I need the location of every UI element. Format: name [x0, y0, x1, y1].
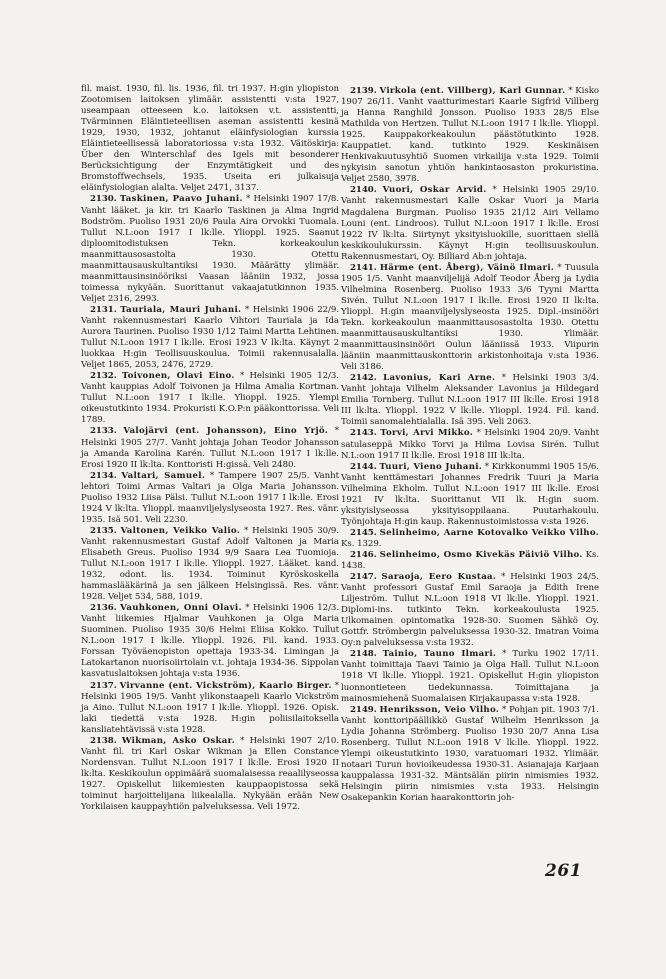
entry-name: Lavonius, Kari Arne. — [383, 373, 496, 384]
biography-entry — [81, 305, 339, 371]
entry-number: 2133. — [90, 426, 117, 437]
right-column — [341, 86, 599, 804]
biography-entry — [341, 550, 599, 572]
entry-number: 2144. — [350, 461, 377, 472]
entry-number: 2130. — [90, 194, 117, 205]
biography-entry — [341, 572, 599, 649]
entry-name: Tainio, Tauno Ilmari. — [382, 649, 497, 660]
entry-name: Selinheimo, Osmo Kivekäs Päiviö Vilho. — [379, 549, 583, 560]
entry-name: Taskinen, Paavo Juhani. — [119, 194, 243, 205]
entry-text: * Helsinki 1903 3/4. Vanht johtaja Vilhelm Aleksander Lavonius ja Hildegard Emilia Tornberg. Tullut N.L:oon 1917 III lk:lle. Erosi 1918 III lk:lta. Ylioppl. 1922 V lk:lle. Ylioppl. 1924. Fil. kand. Toimii sanomalehtialalla. Isä 395. Veli 2063. — [341, 373, 599, 428]
biography-entry — [341, 649, 599, 704]
entry-name: Tauriala, Mauri Juhani. — [120, 304, 242, 315]
entry-text: * Pohjan pit. 1903 7/1. Vanht konttoripäällikkö Gustaf Wilhelm Henriksson ja Lydia Johanna Strömberg. Puoliso 1930 20/7 Anna Lisa Rosenberg. Tullut N.L:oon 1918 V lk:lle. Ylioppl. 1922. Ylempi oikeustutkinto 1930, varatuomari 1932. Ylimäär. notaari Turun hovioikeudessa 1930-31. Asianajaja Karjaan kauppalassa 1931-32. Mäntsälän piirin nimismies 1932. Helsingin piirin nimismies v:sta 1933. Helsingin Osakepankin Korian haarakonttorin joh- — [341, 704, 599, 803]
entry-text: * Helsinki 1904 20/9. Vanht satulaseppä Mikko Torvi ja Hilma Lovisa Sirén. Tullut N.L:oon 1917 II lk:lle. Erosi 1918 III lk:lta. — [341, 428, 599, 461]
entry-number: 2134. — [90, 470, 117, 481]
entry-number: 2140. — [350, 185, 377, 196]
entry-text: * Kisko 1907 26/11. Vanht vaatturimestari Kaarle Sigfrid Villberg ja Hanna Ranghild Jonsson. Puoliso 1933 28/5 Else Mathilda von Hertzen. Tullut N.L:oon 1917 I lk:lle. Ylioppl. 1925. Kauppakorkeakoulun päästötutkinto 1928. Kauppatiet. kand. tutkinto 1929. Keskinäisen Henkivakuutusyhtiö Suomen virkailija v:sta 1929. Toimii nykyisin sanotun yhtiön hankintaosaston prokuristina. Veljet 2580, 3978. — [341, 86, 600, 185]
entry-number: 2149. — [350, 704, 377, 715]
entry-name: Toivonen, Olavi Eino. — [121, 371, 235, 382]
biography-entry — [341, 373, 599, 428]
entry-number: 2146. — [350, 549, 377, 560]
entry-text: * Tampere 1907 25/5. Vanht lehtori Toimi Armas Valtari ja Olga Maria Johansson. Puoliso 1932 Liisa Pälsi. Tullut N.L:oon 1917 I lk:lle. Erosi 1924 V lk:lta. Ylioppl. maanviljelyslyseosta 1927. Res. vänr. 1935. Isä 501. Veli 2230. — [81, 470, 340, 525]
entry-text: Ks. 1329. — [341, 538, 382, 549]
entry-number: 2136. — [90, 603, 117, 614]
entry-text: * Turku 1902 17/11. Vanht toimittaja Taavi Tainio ja Olga Hall. Tullut N.L:oon 1918 VI lk:lle. Ylioppl. 1921. Opiskellut H:gin yliopiston luonnontieteen tiedekunnassa. Toimittajana ja mainosmiehenä Suomalaisen Kirjakaupassa v:sta 1928. — [341, 649, 599, 704]
entry-number: 2145. — [350, 527, 377, 538]
entry-text: * Helsinki 1905 19/5. Vanht ylikonstaapeli Kaarlo Vickström ja Aino. Tullut N.L:oon 1917 I lk:lle. Ylioppl. 1926. Opisk. laki tiedettä v:sta 1928. H:gin poliisilaitoksella kansliatehtävissä v:sta 1928. — [81, 680, 340, 735]
biography-entry — [81, 426, 339, 470]
entry-number: 2139. — [350, 86, 377, 96]
entry-text: * Helsinki 1903 24/5. Vanht professori Gustaf Emil Saraoja ja Edith Irene Liljeström. Tullut N.L:oon 1918 VI lk:lle. Ylioppl. 1921. Diplomi-ins. tutkinto Tekn. korkeakoulusta 1925. Ulkomainen opintomatka 1928-30. Suomen Sähkö Oy. Gottfr. Strömbergin palveluksessa 1930-32. Imatran Voima Oy:n palveluksessa v:sta 1932. — [341, 572, 599, 649]
entry-text: * Kirkkonummi 1905 15/6. Vanht kenttämestari Johannes Fredrik Tuuri ja Maria Vilhelmina Ekholm. Tullut N.L:oon 1917 III lk:lle. Erosi 1921 IV lk:lta. Suorittanut VII lk. H:gin suom. yksityislyseossa yksityisoppilaana. Puutarhakoulu. Työnjohtaja H:gin kaup. Rakennustoimistossa v:sta 1926. — [341, 461, 599, 527]
entry-name: Valtari, Samuel. — [121, 470, 206, 481]
page-number: 261 — [545, 861, 582, 881]
entry-name: Vuori, Oskar Arvid. — [382, 185, 487, 196]
entry-name: Henriksson, Veio Vilho. — [379, 704, 500, 715]
entry-text: fil. maist. 1930, fil. lis. 1936, fil. tri 1937. H:gin yliopiston Zootomisen laitoksen ylimäär. assistentti v:sta 1927, useampaan otteeseen k.o. laitoksen v.t. assistentti, Tvärminnen Eläintieteellisen aseman assistentti kesinä 1929, 1930, 1932, johtanut eläinfysiologian kurssia Eläintieteellisessä laboratoriossa v:sta 1932. Väitöskirja: Über den Winterschlaf des Igels mit besonderer Berücksichtigung der Enzymtätigkeit und des Bromstoffwechsels, 1935. Useita eri julkaisuja eläinfysiologian alalta. Veljet 2471, 3137. — [81, 84, 339, 194]
biography-entry-continued — [81, 84, 339, 194]
entry-name: Wikman, Asko Oskar. — [121, 735, 235, 746]
biography-entry — [81, 471, 339, 526]
entry-name: Vauhkonen, Onni Olavi. — [120, 603, 242, 614]
entry-text: * Helsinki 1905 27/7. Vanht johtaja Johan Teodor Johansson ja Amanda Karolina Karén. Tullut N.L:oon 1917 I lk:lle. Erosi 1920 II lk:lta. Konttoristi H:gissä. Veli 2480. — [81, 426, 340, 470]
biography-entry — [81, 603, 339, 680]
entry-number: 2131. — [90, 304, 117, 315]
biography-entry — [341, 528, 599, 550]
entry-text: * Helsinki 1907 2/10. Vanht fil. tri Karl Oskar Wikman ja Ellen Constance Nordensvan. Tullut N.L:oon 1917 I lk:lle. Erosi 1920 II lk:lta. Keskikoulun oppimäärä suomalaisessa reaalilyseossa 1927. Opiskellut liikemiesten kauppaopistossa sekä toiminut harjoittelijana liikealalla. Nykyään erään New Yorkilaisen kauppayhtiön palveluksessa. Veli 1972. — [81, 735, 340, 813]
entry-name: Virvanne (ent. Vickström), Kaarlo Birger. — [119, 680, 332, 691]
biography-entry — [81, 371, 339, 426]
entry-number: 2147. — [350, 572, 377, 583]
entry-text: * Tuusula 1905 1/5. Vanht maanviljelijä Adolf Teodor Åberg ja Lydia Vilhelmina Rosenberg. Puoliso 1933 3/6 Tyyni Martta Sivén. Tullut N.L:oon 1917 I lk:lle. Erosi 1920 II lk:lta. Ylioppl. H:gin maanviljelyslyseosta 1925. Dipl.-insinööri Tekn. korkeakoulun maanmittausosastolta 1930. Otettu maanmittausauskultantiksi 1930. Ylimäär. maanmittausinsinööri Oulun lääniissä 1933. Viipurin lääniin maanmittauskonttorin arkistonhoitaja v:sta 1936. Veli 3186. — [341, 262, 599, 373]
biography-entry — [341, 705, 599, 804]
entry-name: Valtonen, Veikko Valio. — [120, 525, 241, 536]
biography-entry — [341, 86, 599, 185]
biography-entry — [81, 736, 339, 813]
entry-name: Tuuri, Vieno Juhani. — [379, 461, 483, 472]
biography-entry — [81, 681, 339, 736]
entry-number: 2142. — [350, 373, 377, 384]
entry-name: Torvi, Arvi Mikko. — [380, 428, 474, 439]
entry-name: Valojärvi (ent. Johansson), Eino Yrjö. — [123, 426, 329, 437]
entry-text: Ks. 1438. — [341, 549, 600, 572]
biography-entry — [341, 263, 599, 373]
entry-name: Härme (ent. Åberg), Väinö Ilmari. — [379, 262, 555, 273]
entry-number: 2138. — [90, 735, 117, 746]
entry-number: 2132. — [90, 371, 117, 382]
entry-text: * Helsinki 1906 22/9. Vanht rakennusmestari Kaarlo Vihtori Tauriala ja Ida Aurora Taurinen. Puoliso 1930 1/12 Taimi Martta Lehtinen. Tullut N.L:oon 1917 I lk:lle. Erosi 1923 V lk:lta. Käynyt 2 luokkaa H:gin Teollisuuskoulua. Toimii rakennusalalla. Veljet 1865, 2053, 2476, 2729. — [81, 304, 340, 371]
entry-number: 2137. — [90, 680, 117, 691]
entry-name: Virkola (ent. Villberg), Karl Gunnar. — [379, 86, 566, 96]
entry-text: * Helsinki 1905 29/10. Vanht rakennusmestari Kalle Oskar Vuori ja Maria Magdalena Burgman. Puoliso 1935 21/12 Airi Vellamo Louni (ent. Lindroos). Tullut N.L:oon 1917 I lk:lle. Erosi 1922 IV lk:lta. Siirtynyt yksityisluokille, suorittaen siellä keskikoulukurssin. Käynyt H:gin teollisuuskoulun. Rakennusmestari, Oy. Billiard Ab:n johtaja. — [341, 185, 600, 262]
entry-name: Selinheimo, Aarne Kotovalko Veikko Vilho. — [379, 527, 600, 538]
entry-text: * Helsinki 1905 30/9. Vanht rakennusmestari Gustaf Adolf Valtonen ja Maria Elisabeth Greus. Puoliso 1934 9/9 Saara Lea Tuomioja. Tullut N.L:oon 1917 I lk:lle. Ylioppl. 1927. Lääket. kand. 1932, odont. lis. 1934. Toiminut Kyröskoskella hammaslääkärinä ja sen jälkeen Helsingissä. Res. vänr. 1928. Veljet 534, 588, 1019. — [81, 525, 339, 603]
left-column — [81, 84, 339, 813]
biography-entry — [341, 462, 599, 528]
entry-text: * Helsinki 1906 12/3. Vanht liikemies Hjalmar Vauhkonen ja Olga Maria Suominen. Puoliso 1935 30/6 Helmi Eliisa Kokko. Tullut N.L:oon 1917 I lk:lle. Ylioppl. 1926. Fil. kand. 1933. Forssan Työväenopiston opettaja 1933-34. Limingan ja Latokartanon nuorisoiirtolain v.t. johtaja 1934-36. Sippolan kasvatuslaitoksen johtaja v:sta 1936. — [81, 603, 340, 680]
entry-number: 2143. — [350, 428, 377, 439]
entry-number: 2148. — [350, 649, 377, 660]
biography-entry — [341, 185, 599, 262]
entry-text: * Helsinki 1907 17/8. Vanht lääket. ja kir. tri Kaarlo Taskinen ja Alma Ingrid Bodström. Puoliso 1931 20/6 Paula Aira Orvokki Tuomala. Tullut N.L:oon 1917 I lk:lle. Ylioppl. 1925. Saanut diploomitodistuksen Tekn. korkeakoulun maanmittausosastolta 1930. Otettu maanmittausauskultantiksi 1930. Määrätty ylimäär. maanmittausinsinööriksi Vaasan lääniin 1932, jossa toimessa nykyään. Suorittanut vakaajatutkinnon 1935. Veljet 2316, 2993. — [81, 194, 339, 304]
entry-number: 2135. — [90, 525, 117, 536]
biography-entry — [81, 526, 339, 603]
biography-entry — [341, 428, 599, 461]
entry-number: 2141. — [350, 262, 377, 273]
entry-name: Saraoja, Eero Kustaa. — [381, 572, 497, 583]
biography-entry — [81, 194, 339, 304]
entry-text: * Helsinki 1905 12/3. Vanht kauppias Adolf Toivonen ja Hilma Amalia Kortman. Tullut N.L:oon 1917 I lk:lle. Ylioppl. 1925. Ylempi oikeustutkinto 1934. Prokuristi K.O.P:n pääkonttorissa. Veli 1789. — [81, 371, 339, 426]
